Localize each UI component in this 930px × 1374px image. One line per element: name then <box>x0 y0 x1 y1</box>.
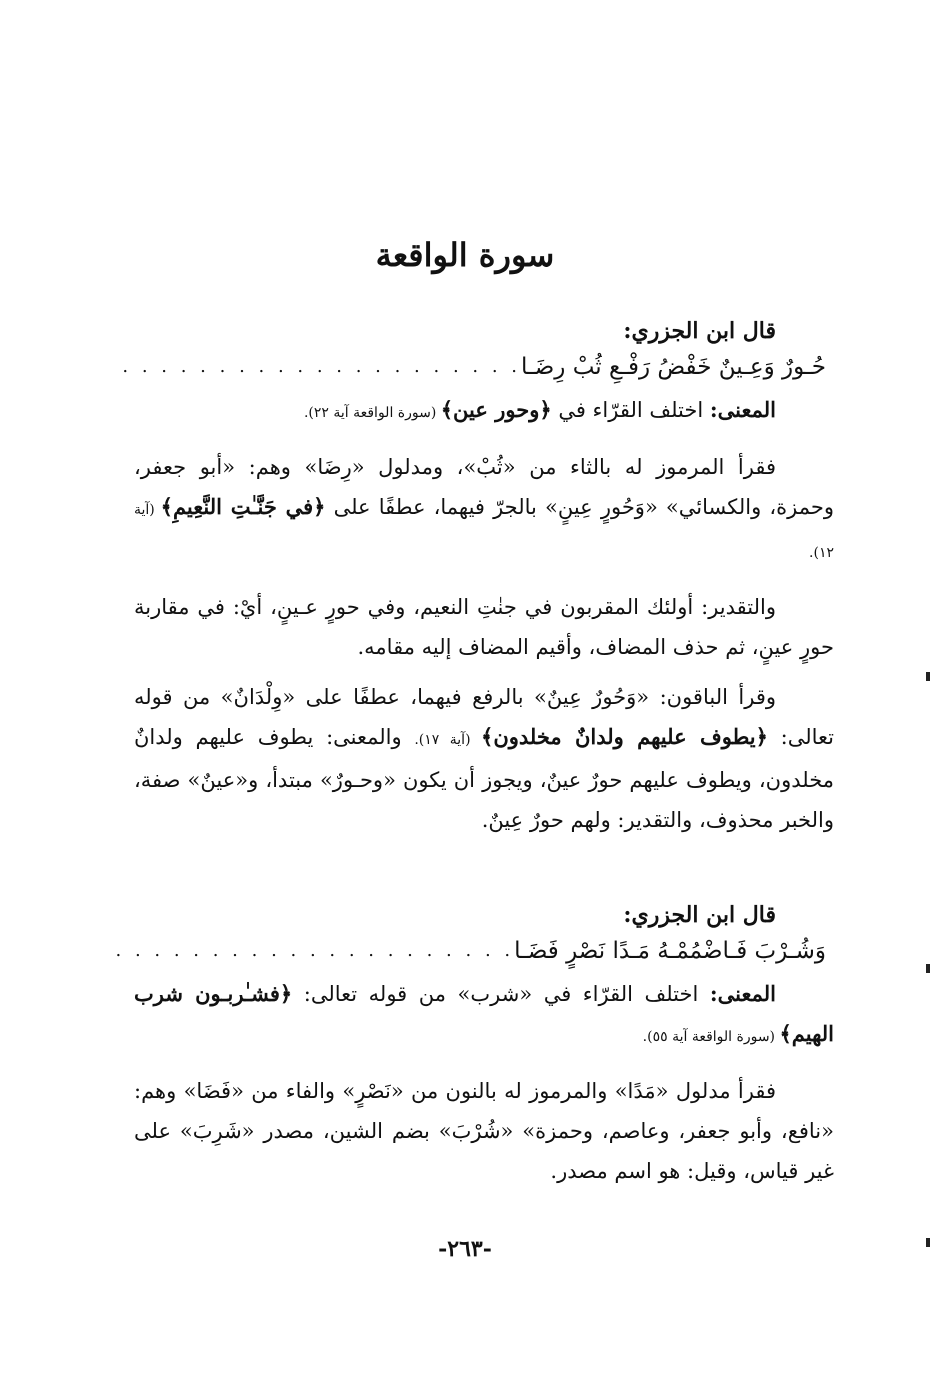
section-1-paragraph-1 <box>134 447 834 573</box>
section-2-verse-first-half: وَشُـرْبَ فَـاضْمُمْـهُ مَـدًا نَصْرٍ فَضَـا <box>514 938 826 964</box>
section-2-verse-second-half: . . . . . . . . . . . . . . . . . . . . . <box>115 940 515 961</box>
margin-mark <box>926 964 930 973</box>
section-1-meaning-text: اختلف القرّاء في <box>551 398 710 422</box>
margin-mark <box>926 672 930 681</box>
section-1-meaning-quote: ﴿وحور عين﴾ <box>440 397 552 422</box>
section-1-heading: قال ابن الجزري: <box>623 318 776 344</box>
section-2-meaning-label: المعنى: <box>709 981 776 1006</box>
surah-title: سورة الواقعة <box>375 236 555 274</box>
section-1-paragraph-3-ref: (آية ١٧). <box>414 732 482 748</box>
section-1-meaning-label: المعنى: <box>709 397 776 422</box>
section-1-paragraph-2: والتقدير: أولئك المقربون في جنٰتِ النعيم، وفي حورٍ عـينٍ، أيْ: في مقاربة حورٍ عينٍ، ثم حذف المضاف، وأقيم المضاف إليه مقامه. <box>134 595 834 659</box>
section-2-meaning-quote: ﴿فشـٰربـون شرب الهيم﴾ <box>134 981 834 1046</box>
section-2-meaning-ref: (سورة الواقعة آية ٥٥). <box>642 1029 780 1045</box>
section-2-meaning <box>134 974 834 1057</box>
margin-mark <box>926 1238 930 1247</box>
section-1-paragraph-1-quote: ﴿في جَنَّـٰتِ النَّعِيمِ﴾ <box>160 494 326 519</box>
section-1 <box>122 314 835 840</box>
section-1-verse-first-half: حُـورٌ وَعِـينٌ خَفْضُ رَفْـعِ ثُبْ رِضَـا <box>521 354 826 380</box>
section-1-meaning-ref: (سورة الواقعة آية ٢٢). <box>303 405 441 421</box>
page-number: -٢٦٣- <box>438 1236 492 1262</box>
section-1-verse-second-half: . . . . . . . . . . . . . . . . . . . . . <box>122 356 521 377</box>
section-1-paragraph-3-text-a: وقرأ الباقون: «وَحُورٌ عِينٌ» بالرفع فيهما، عطفًا على «وِلْدَانٌ» من قوله تعالى: <box>134 685 835 749</box>
section-1-paragraph-3-text-b: والمعنى: يطوف عليهم ولدانٌ مخلدون، ويطوف عليهم حورٌ عينٌ، ويجوز أن يكون «وحـورٌ» مبتدأ، و«عينٌ» صفة، والخبر محذوف، والتقدير: ولهم حورٌ عِينٌ. <box>134 725 834 832</box>
section-2 <box>115 898 834 1191</box>
section-1-paragraph-1-ref: (آية ١٢). <box>134 502 834 561</box>
section-2-meaning-text: اختلف القرّاء في «شرب» من قوله تعالى: <box>292 982 710 1006</box>
section-2-verse <box>115 932 834 970</box>
section-1-paragraph-1-text: فقرأ المرموز له بالثاء من «ثُبْ»، ومدلول «رِضَا» وهم: «أبو جعفر، وحمزة، والكسائي» «وَحُورٍ عِينٍ» بالجرّ فيهما، عطفًا على <box>134 455 834 519</box>
section-2-heading: قال ابن الجزري: <box>623 902 776 928</box>
section-1-paragraph-3-quote: ﴿يطوف عليهم ولدانٌ مخلدون﴾ <box>481 724 768 749</box>
section-1-meaning <box>134 390 834 433</box>
section-2-paragraph-1: فقرأ مدلول «مَدًا» والمرموز له بالنون من «نَصْرٍ» والفاء من «فَضَا» وهم: «نافع، وأبو جعفر، وعاصم، وحمزة» «شُرْبَ» بضم الشين، مصدر «شَرِبَ» على غير قياس، وقيل: هو اسم مصدر. <box>134 1079 834 1183</box>
section-1-verse <box>122 348 834 386</box>
section-1-paragraph-3 <box>134 677 834 840</box>
